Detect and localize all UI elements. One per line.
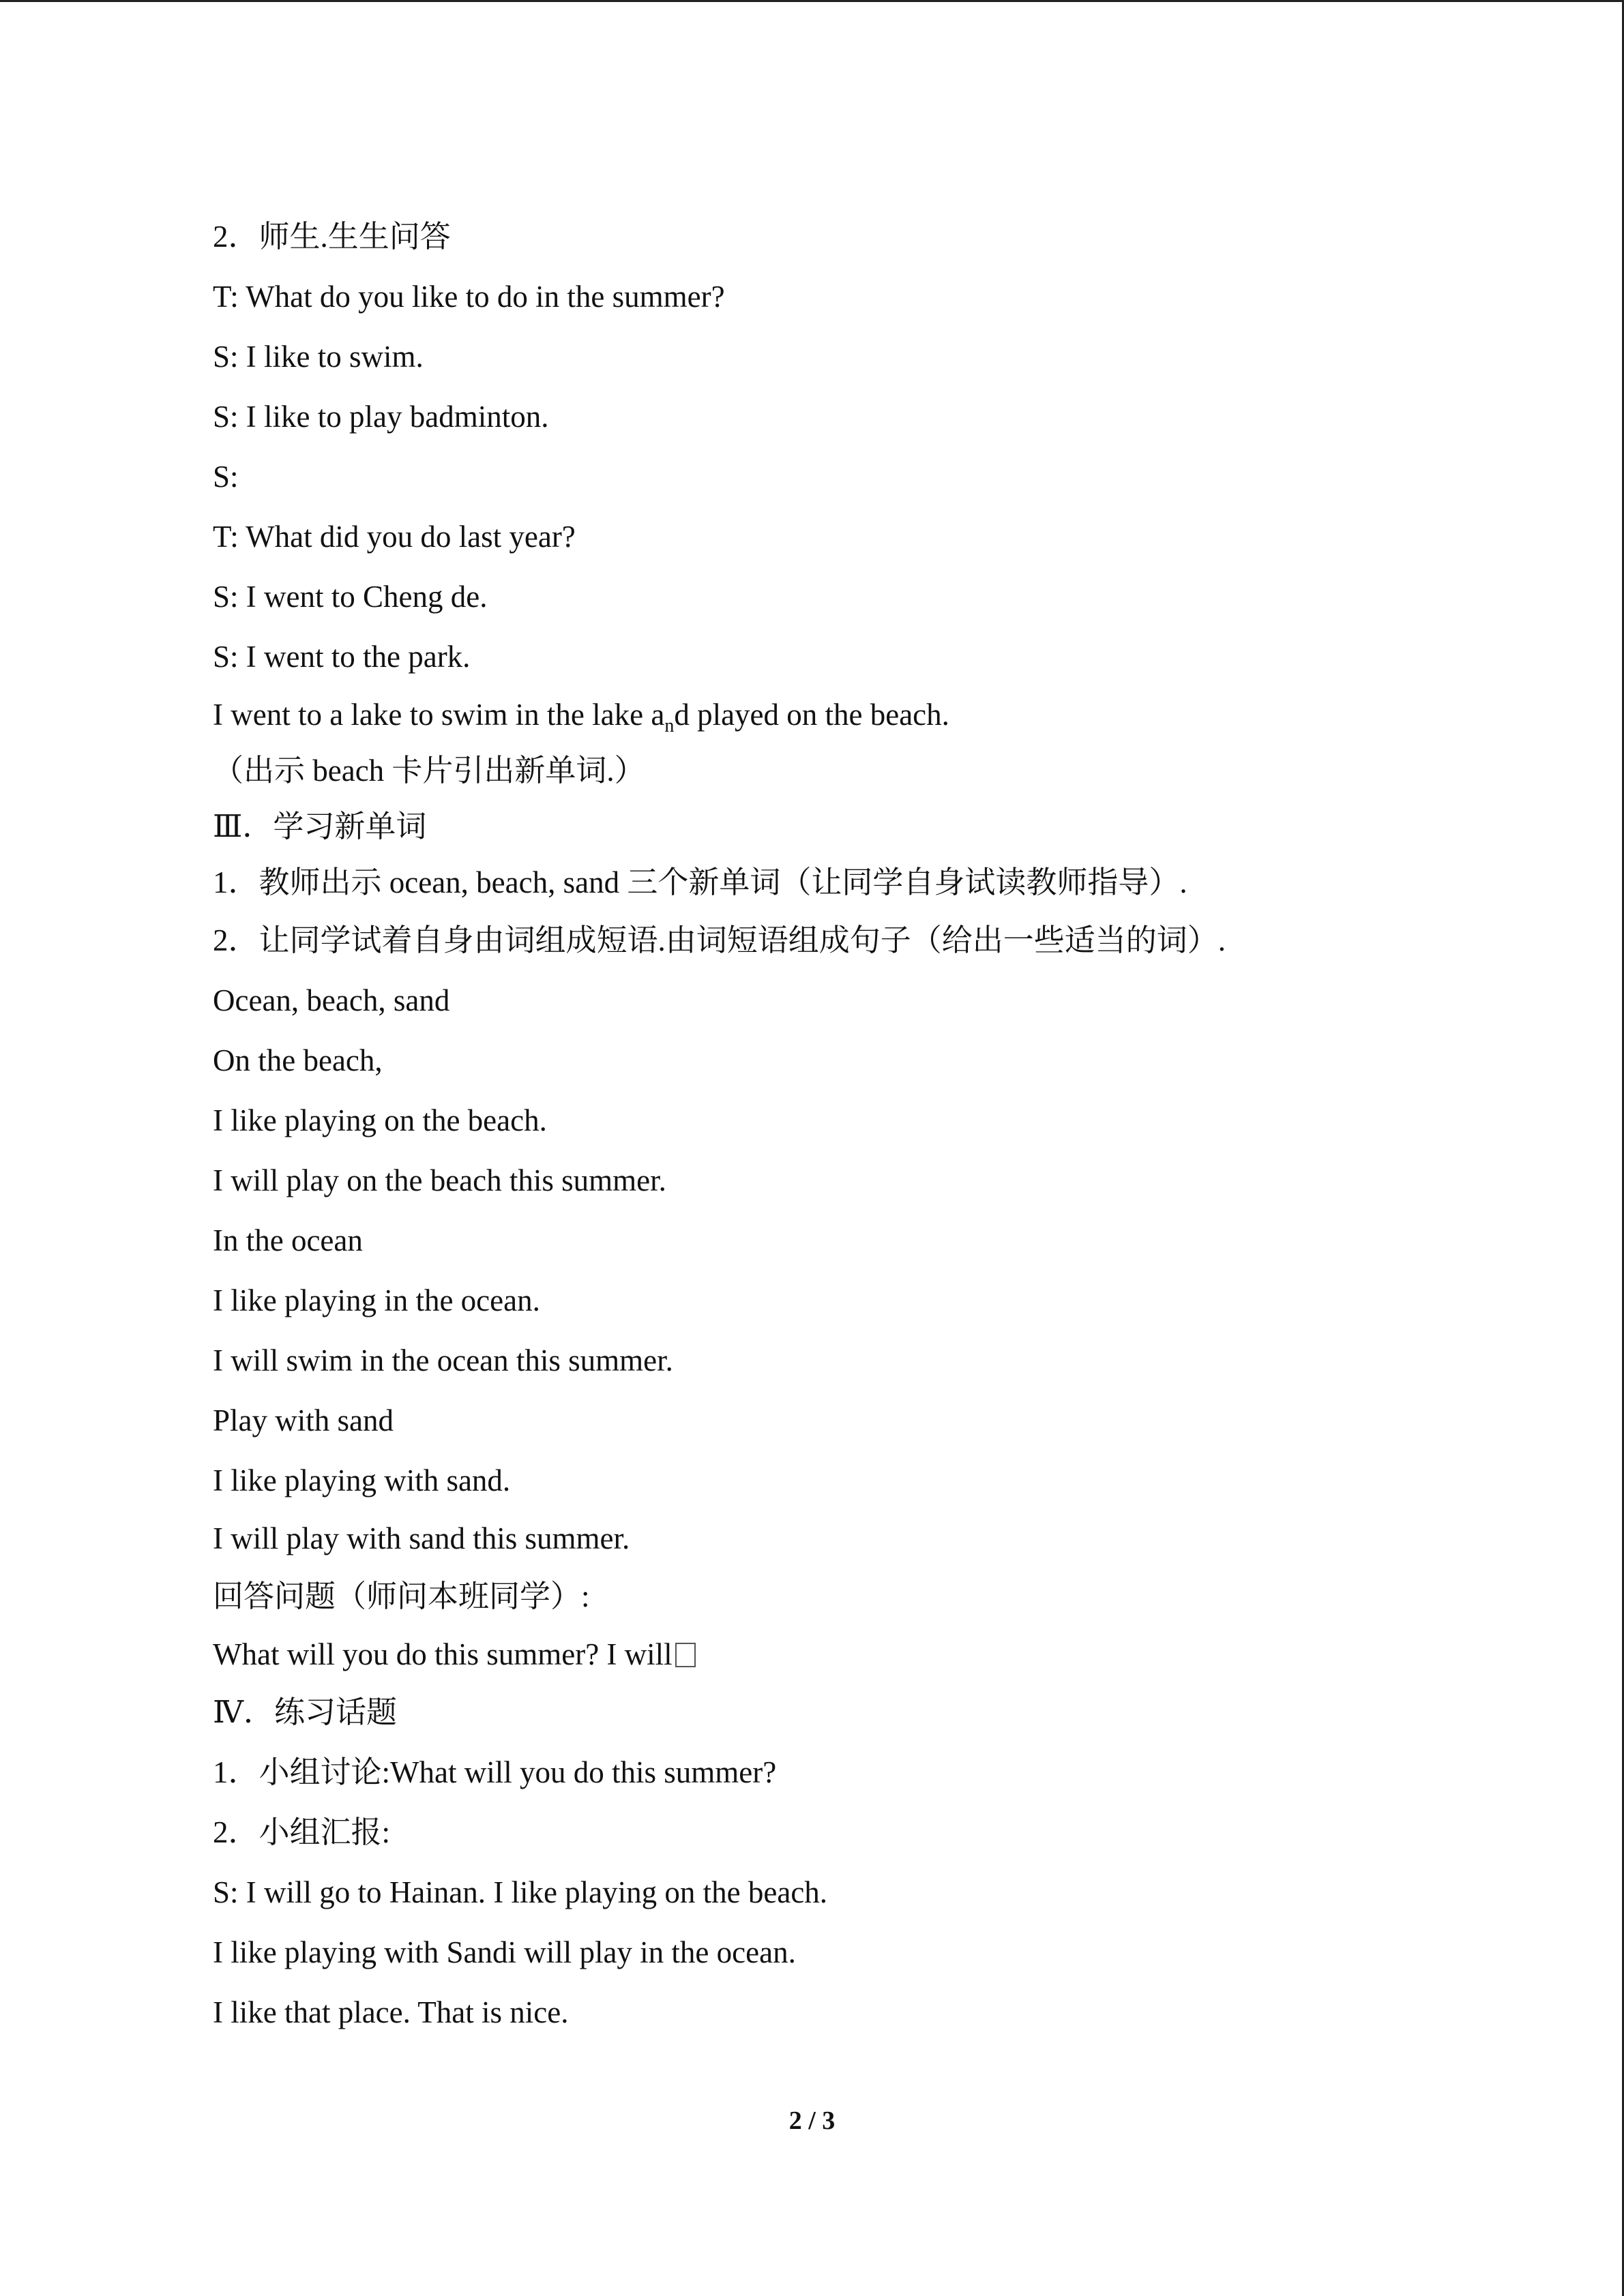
sentence-line: I will play on the beach this summer.: [213, 1163, 666, 1197]
step-item: 2．让同学试着自身由词组成短语.由词短语组成句子（给出一些适当的词）.: [213, 923, 1226, 957]
student-answer: S: I will go to Hainan. I like playing on the beach.: [213, 1875, 828, 1909]
note-line: （出示 beach 卡片引出新单词.）: [213, 754, 645, 788]
step-item: 2．小组汇报:: [213, 1815, 391, 1849]
placeholder-box-icon: [675, 1643, 696, 1667]
student-answer: S:: [213, 460, 239, 494]
sentence-line: I like that place. That is nice.: [213, 1995, 569, 2029]
subscript-fragment: n: [664, 715, 675, 736]
sentence-line: I like playing with Sandi will play in the ocean.: [213, 1935, 796, 1969]
page-number: 2 / 3: [788, 2106, 836, 2135]
sentence-line: I will play with sand this summer.: [213, 1521, 630, 1555]
student-answer: S: I went to the park.: [213, 640, 471, 674]
sentence-line: I like playing on the beach.: [213, 1103, 547, 1137]
instruction-line: 回答问题（师问本班同学）:: [213, 1579, 590, 1613]
phrase-line: Play with sand: [213, 1403, 394, 1437]
teacher-question: T: What do you like to do in the summer?: [213, 280, 725, 314]
question-text: What will you do this summer? I will: [213, 1637, 673, 1671]
page-body: [213, 207, 1509, 2042]
teacher-question: T: What did you do last year?: [213, 520, 576, 554]
sentence-line: I like playing with sand.: [213, 1463, 511, 1497]
section-heading: Ⅳ．练习话题: [213, 1695, 397, 1729]
student-answer: S: I went to Cheng de.: [213, 580, 488, 614]
question-line: [213, 1626, 1509, 1682]
section-heading: Ⅲ．学习新单词: [213, 809, 427, 844]
sentence-line: I like playing in the ocean.: [213, 1283, 540, 1317]
sentence-line: I will swim in the ocean this summer.: [213, 1343, 673, 1377]
text-fragment: d played on the beach.: [674, 698, 949, 732]
step-item: 1．小组讨论:What will you do this summer?: [213, 1755, 777, 1789]
phrase-line: In the ocean: [213, 1223, 363, 1257]
text-fragment: I went to a lake to swim in the lake a: [213, 698, 665, 732]
vocabulary-line: Ocean, beach, sand: [213, 983, 450, 1017]
step-item: 1．教师出示 ocean, beach, sand 三个新单词（让同学自身试读教师指导）.: [213, 865, 1187, 899]
text-line: [213, 687, 1509, 743]
section-item-heading: 2．师生.生生问答: [213, 220, 451, 254]
student-answer: S: I like to play badminton.: [213, 400, 549, 434]
student-answer: S: I like to swim.: [213, 340, 424, 374]
phrase-line: On the beach,: [213, 1043, 383, 1077]
